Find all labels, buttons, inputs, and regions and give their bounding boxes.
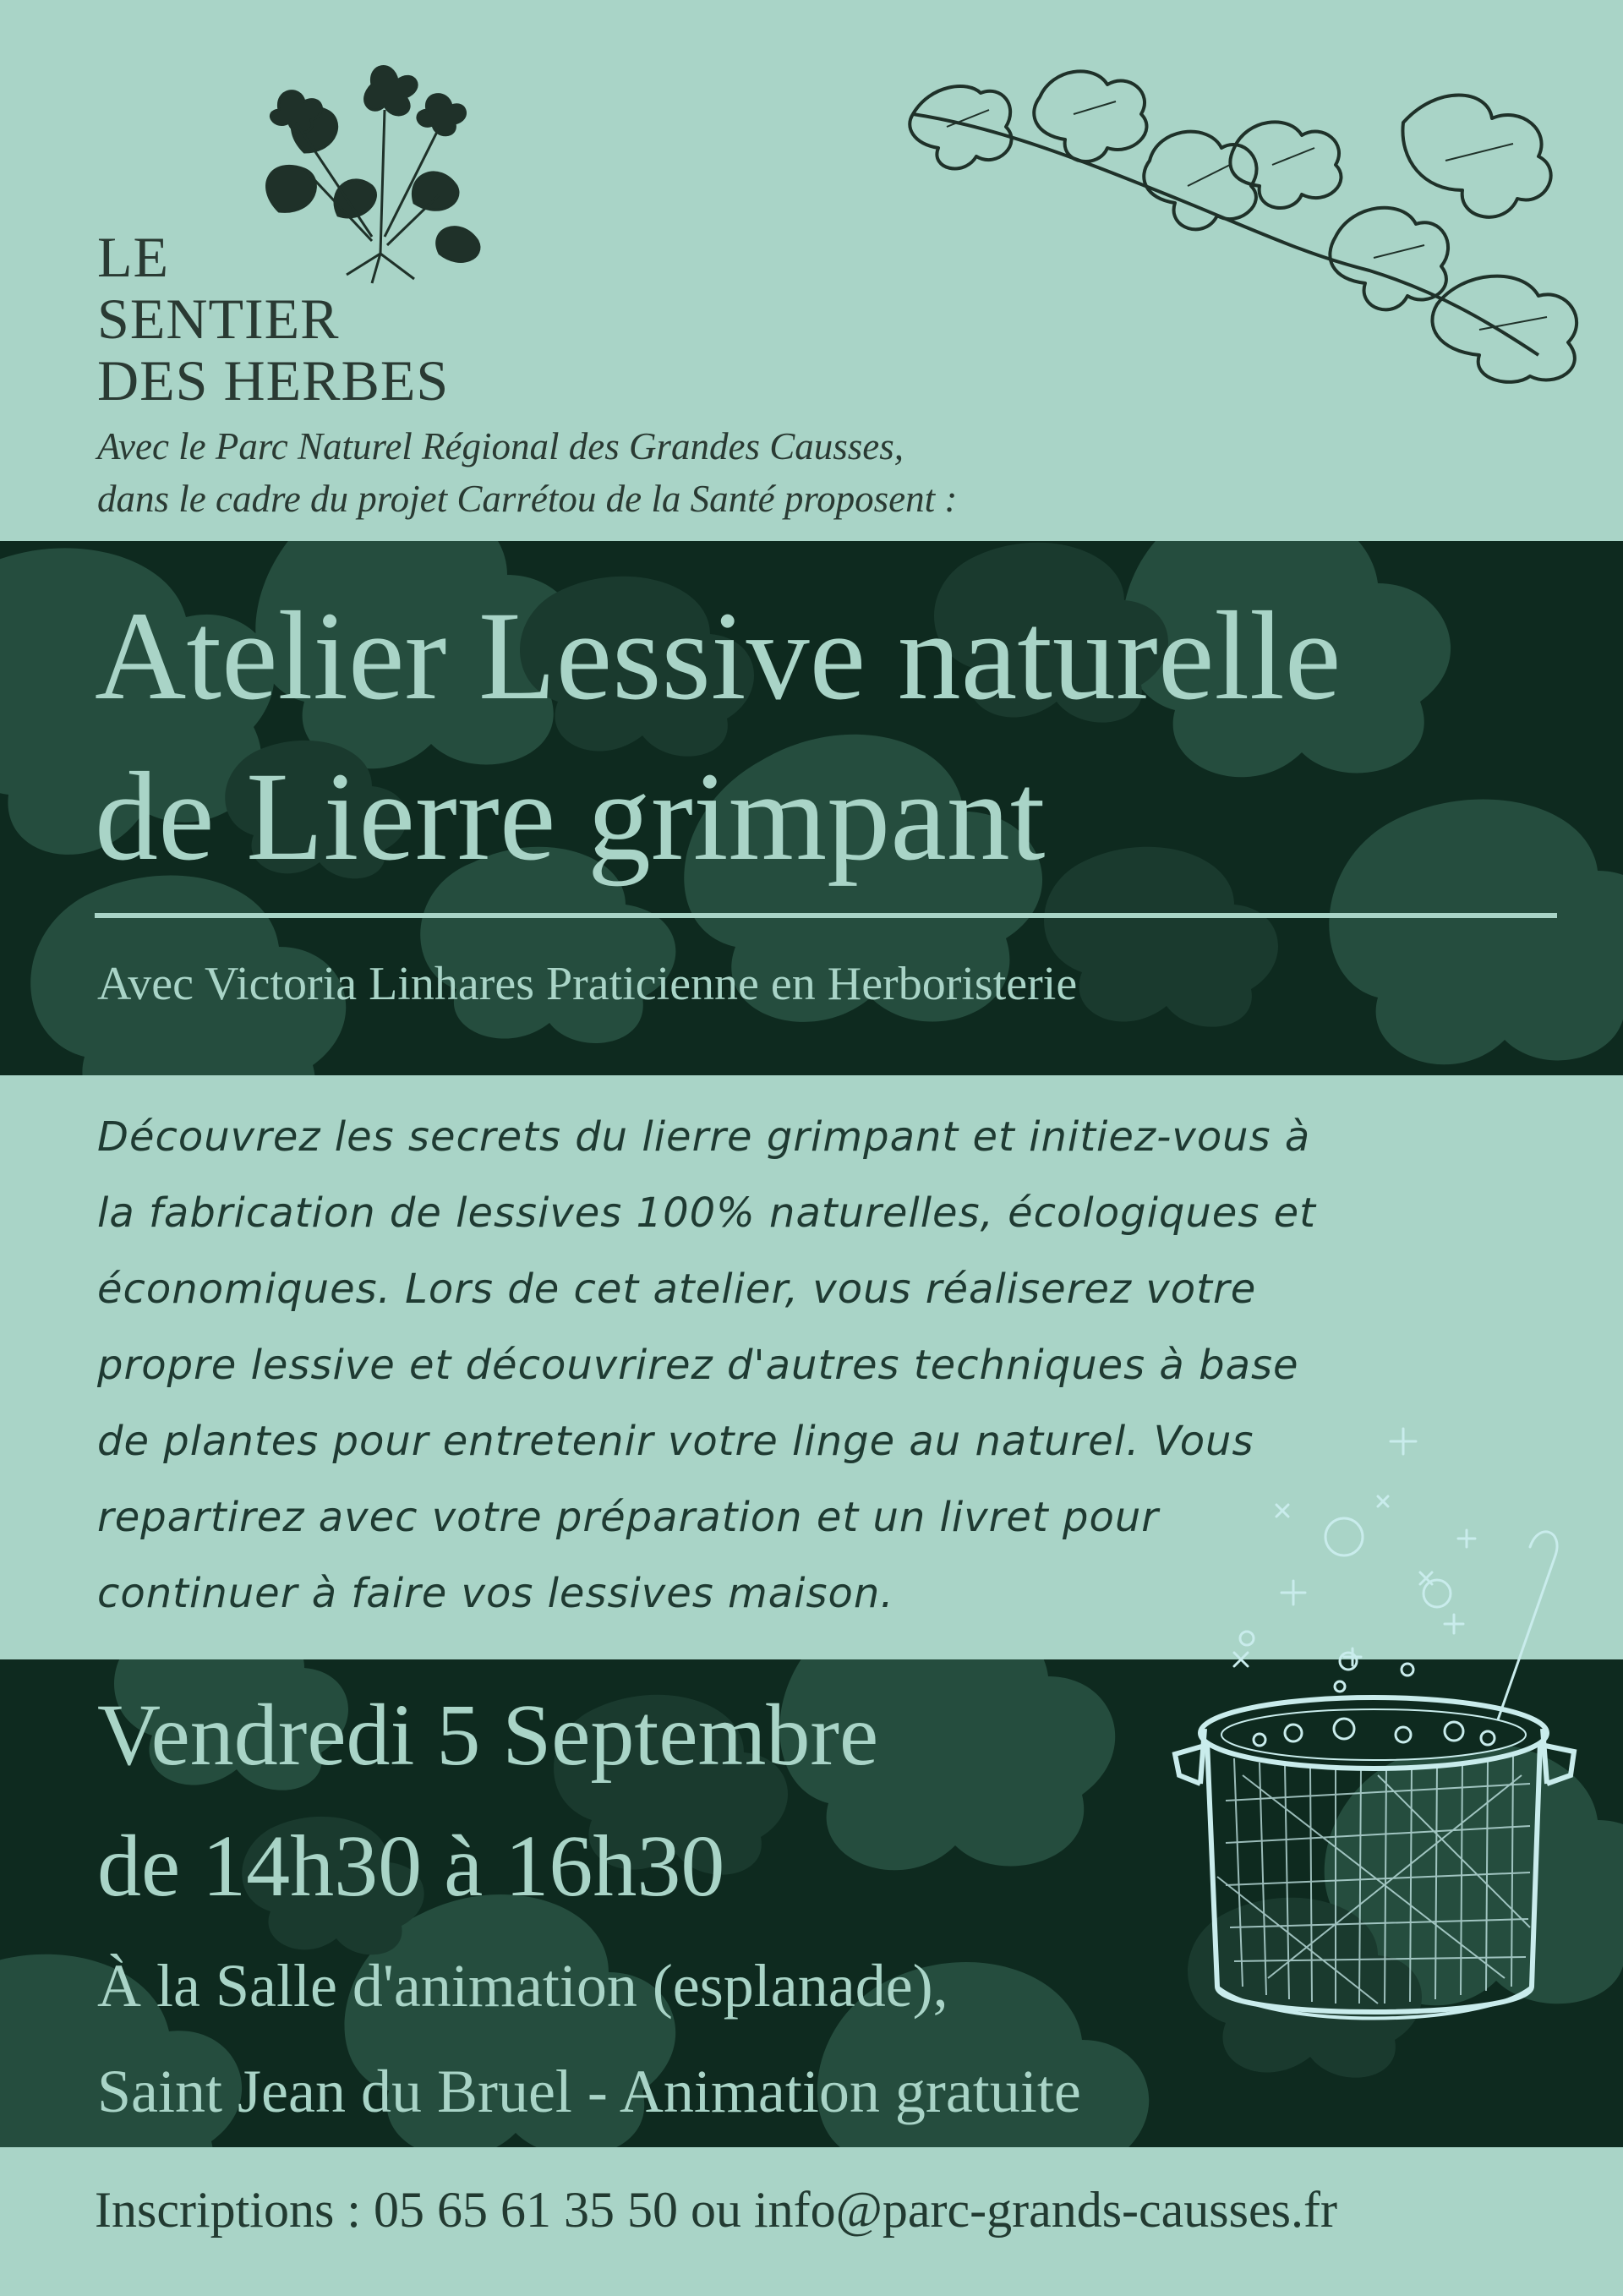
event-time: de 14h30 à 16h30	[97, 1818, 725, 1915]
intro-line: Avec le Parc Naturel Régional des Grandes Causses,	[97, 425, 904, 467]
brand-line: LE	[97, 225, 170, 289]
brand-line: DES HERBES	[97, 348, 450, 413]
description-line: continuer à faire vos lessives maison.	[97, 1570, 894, 1617]
intro-line: dans le cadre du projet Carrétou de la Santé proposent :	[97, 478, 958, 520]
ivy-branch-icon	[896, 51, 1623, 389]
brand-line: SENTIER	[97, 287, 340, 351]
cooking-pot-icon	[1167, 1403, 1606, 2113]
description-line: économiques. Lors de cet atelier, vous réaliserez votre	[97, 1266, 1257, 1313]
description-line: propre lessive et découvrirez d'autres techniques à base	[97, 1342, 1299, 1389]
description-line: de plantes pour entretenir votre linge au naturel. Vous	[97, 1418, 1254, 1465]
description-line: la fabrication de lessives 100% naturelles, écologiques et	[97, 1189, 1316, 1237]
title-divider	[95, 913, 1557, 918]
registration-contact: Inscriptions : 05 65 61 35 50 ou info@parc-grands-causses.fr	[95, 2182, 1337, 2238]
title-line: Atelier Lessive naturelle	[95, 586, 1342, 726]
speaker-line: Avec Victoria Linhares Praticienne en Herboristerie	[97, 958, 1078, 1010]
event-place: À la Salle d'animation (esplanade),	[97, 1952, 948, 2020]
description-line: repartirez avec votre préparation et un livret pour	[97, 1494, 1159, 1541]
brand-name	[97, 227, 449, 412]
title-line: de Lierre grimpant	[95, 746, 1046, 887]
event-date: Vendredi 5 Septembre	[97, 1686, 879, 1784]
title-band	[0, 541, 1623, 1075]
description-line: Découvrez les secrets du lierre grimpant et initiez-vous à	[97, 1113, 1311, 1161]
event-town: Saint Jean du Bruel - Animation gratuite	[97, 2058, 1081, 2125]
